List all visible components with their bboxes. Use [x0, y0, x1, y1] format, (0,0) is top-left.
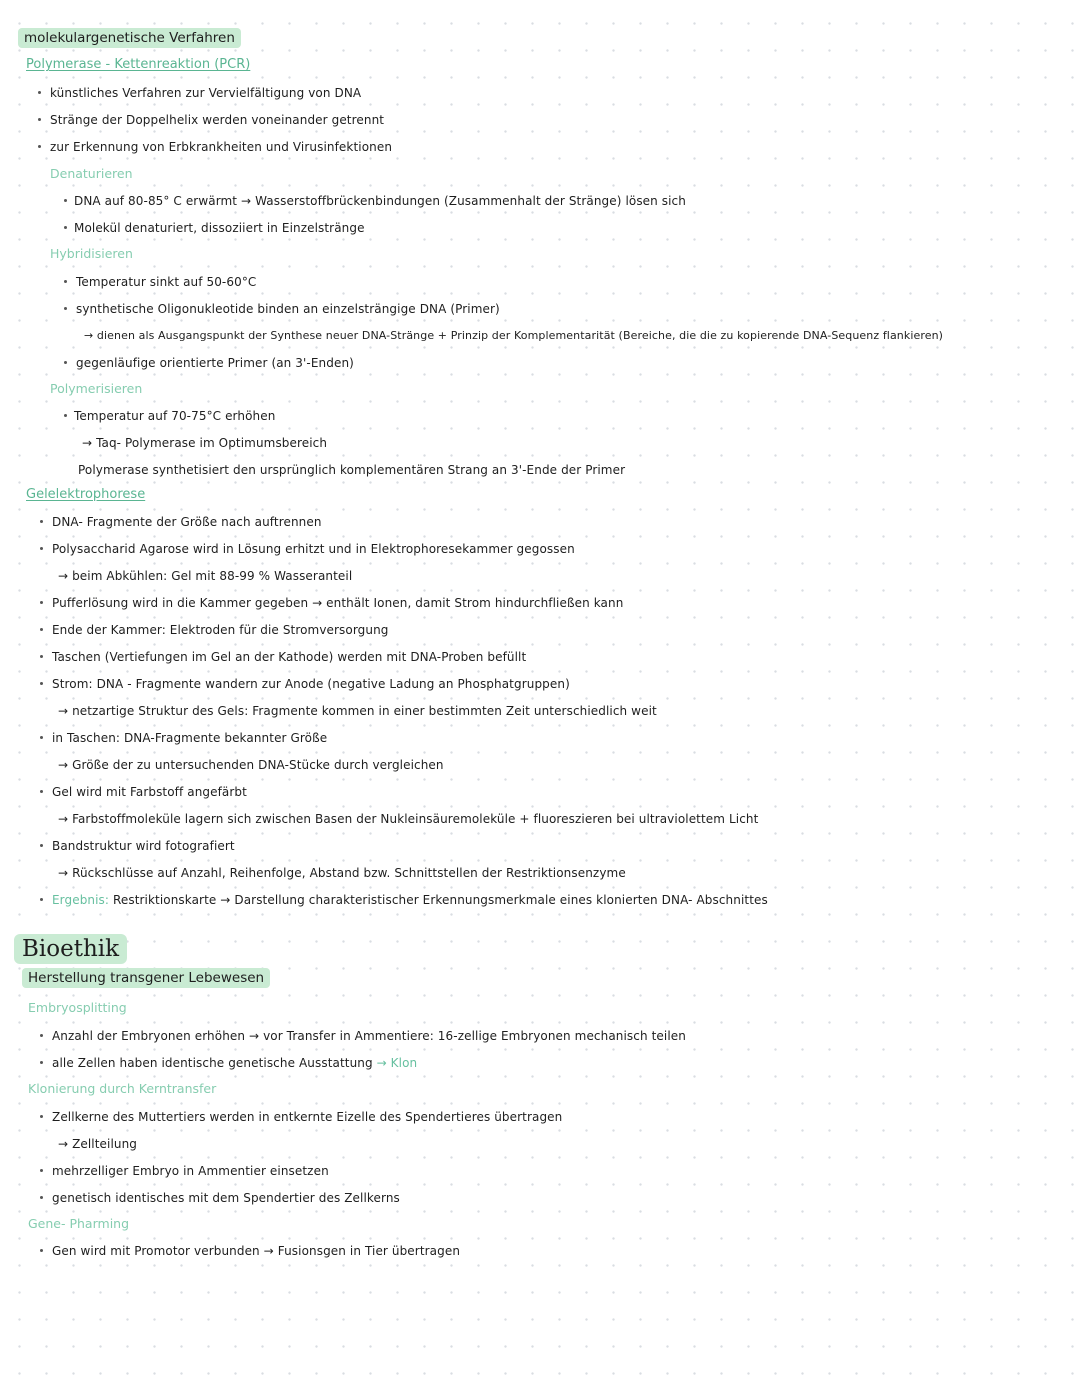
- bullet: [40, 601, 43, 604]
- bullet: [40, 1115, 43, 1118]
- gel-line-11: Gel wird mit Farbstoff angefärbt: [52, 785, 247, 799]
- section-title-molecular: molekulargenetische Verfahren: [18, 28, 241, 48]
- bullet: [64, 280, 67, 283]
- gel-line-10: → Größe der zu untersuchenden DNA-Stücke durch vergleichen: [58, 758, 444, 772]
- hybrid-line-4: gegenläufige orientierte Primer (an 3'-Enden): [76, 356, 354, 370]
- result-label: Ergebnis:: [52, 893, 110, 907]
- bullet: [40, 790, 43, 793]
- gel-line-7: Strom: DNA - Fragmente wandern zur Anode (negative Ladung an Phosphatgruppen): [52, 677, 570, 691]
- clone-line-2: → Zellteilung: [58, 1137, 138, 1151]
- gel-line-2: Polysaccharid Agarose wird in Lösung erhitzt und in Elektrophoresekammer gegossen: [52, 542, 575, 556]
- gel-line-4: Pufferlösung wird in die Kammer gegeben → enthält Ionen, damit Strom hindurchfließen kann: [52, 596, 624, 610]
- heading-pharming: Gene- Pharming: [28, 1216, 130, 1231]
- hybrid-line-3: → dienen als Ausgangspunkt der Synthese neuer DNA-Stränge + Prinzip der Komplementarität (Bereiche, die die zu kopierende DNA-Sequenz flankieren): [84, 329, 944, 342]
- polym-line-1: Temperatur auf 70-75°C erhöhen: [74, 409, 276, 423]
- bullet: [40, 898, 43, 901]
- gel-line-13: Bandstruktur wird fotografiert: [52, 839, 235, 853]
- bullet: [40, 1196, 43, 1199]
- bullet: [40, 1249, 43, 1252]
- bullet: [38, 91, 41, 94]
- bullet: [64, 199, 67, 202]
- denat-line-2: Molekül denaturiert, dissoziiert in Einzelstränge: [74, 221, 365, 235]
- pharming-line-1: Gen wird mit Promotor verbunden → Fusionsgen in Tier übertragen: [52, 1244, 461, 1258]
- heading-kerntransfer: Klonierung durch Kerntransfer: [28, 1081, 217, 1096]
- denat-line-1: DNA auf 80-85° C erwärmt → Wasserstoffbrückenbindungen (Zusammenhalt der Stränge) lösen sich: [74, 194, 686, 208]
- bullet: [40, 547, 43, 550]
- bullet: [40, 1169, 43, 1172]
- clone-line-3: mehrzelliger Embryo in Ammentier einsetzen: [52, 1164, 329, 1178]
- heading-polymerisieren: Polymerisieren: [50, 381, 143, 396]
- bullet: [40, 655, 43, 658]
- bullet: [40, 844, 43, 847]
- pcr-line-3: zur Erkennung von Erbkrankheiten und Virusinfektionen: [50, 140, 393, 154]
- bullet: [40, 520, 43, 523]
- gel-line-3: → beim Abkühlen: Gel mit 88-99 % Wasseranteil: [58, 569, 353, 583]
- heading-denaturieren: Denaturieren: [50, 166, 133, 181]
- pcr-line-1: künstliches Verfahren zur Vervielfältigung von DNA: [50, 86, 362, 100]
- polym-line-2: → Taq- Polymerase im Optimumsbereich: [82, 436, 328, 450]
- bullet: [64, 361, 67, 364]
- bullet: [40, 1061, 43, 1064]
- bullet: [40, 736, 43, 739]
- gel-result-line: [52, 892, 768, 908]
- clone-line-4: genetisch identisches mit dem Spendertier des Zellkerns: [52, 1191, 400, 1205]
- heading-hybridisieren: Hybridisieren: [50, 246, 133, 261]
- bullet: [38, 145, 41, 148]
- bullet: [40, 682, 43, 685]
- heading-pcr: Polymerase - Kettenreaktion (PCR): [26, 57, 251, 72]
- bullet: [40, 1034, 43, 1037]
- section-title-bioethik: Bioethik: [14, 934, 127, 964]
- bullet: [64, 414, 67, 417]
- embryo-line-2-main: alle Zellen haben identische genetische Ausstattung: [52, 1056, 373, 1070]
- embryo-line-2: [52, 1055, 417, 1071]
- pcr-line-2: Stränge der Doppelhelix werden voneinander getrennt: [50, 113, 385, 127]
- gel-line-12: → Farbstoffmoleküle lagern sich zwischen Basen der Nukleinsäuremoleküle + fluoreszieren bei ultraviolettem Licht: [58, 812, 759, 826]
- bullet: [40, 628, 43, 631]
- bullet: [38, 118, 41, 121]
- polym-line-3: Polymerase synthetisiert den ursprünglich komplementären Strang an 3'-Ende der Primer: [78, 463, 626, 477]
- subtitle-transgen: Herstellung transgener Lebewesen: [22, 968, 270, 988]
- heading-gelelektrophorese: Gelelektrophorese: [26, 487, 146, 502]
- gel-line-8: → netzartige Struktur des Gels: Fragmente kommen in einer bestimmten Zeit unterschiedlich weit: [58, 704, 657, 718]
- bullet: [64, 226, 67, 229]
- clone-line-1: Zellkerne des Muttertiers werden in entkernte Eizelle des Spendertieres übertragen: [52, 1110, 563, 1124]
- embryo-line-1: Anzahl der Embryonen erhöhen → vor Transfer in Ammentiere: 16-zellige Embryonen mechanisch teilen: [52, 1029, 686, 1043]
- bullet: [64, 307, 67, 310]
- embryo-line-2-green: → Klon: [372, 1056, 418, 1070]
- gel-line-1: DNA- Fragmente der Größe nach auftrennen: [52, 515, 322, 529]
- hybrid-line-2: synthetische Oligonukleotide binden an einzelsträngige DNA (Primer): [76, 302, 500, 316]
- gel-line-5: Ende der Kammer: Elektroden für die Stromversorgung: [52, 623, 389, 637]
- gel-line-14: → Rückschlüsse auf Anzahl, Reihenfolge, Abstand bzw. Schnittstellen der Restriktionsenzyme: [58, 866, 626, 880]
- result-text: Restriktionskarte → Darstellung charakteristischer Erkennungsmerkmale eines klonierten DNA- Abschnittes: [109, 893, 768, 907]
- heading-embryosplitting: Embryosplitting: [28, 1000, 127, 1015]
- gel-line-9: in Taschen: DNA-Fragmente bekannter Größe: [52, 731, 328, 745]
- hybrid-line-1: Temperatur sinkt auf 50-60°C: [76, 275, 257, 289]
- gel-line-6: Taschen (Vertiefungen im Gel an der Kathode) werden mit DNA-Proben befüllt: [52, 650, 527, 664]
